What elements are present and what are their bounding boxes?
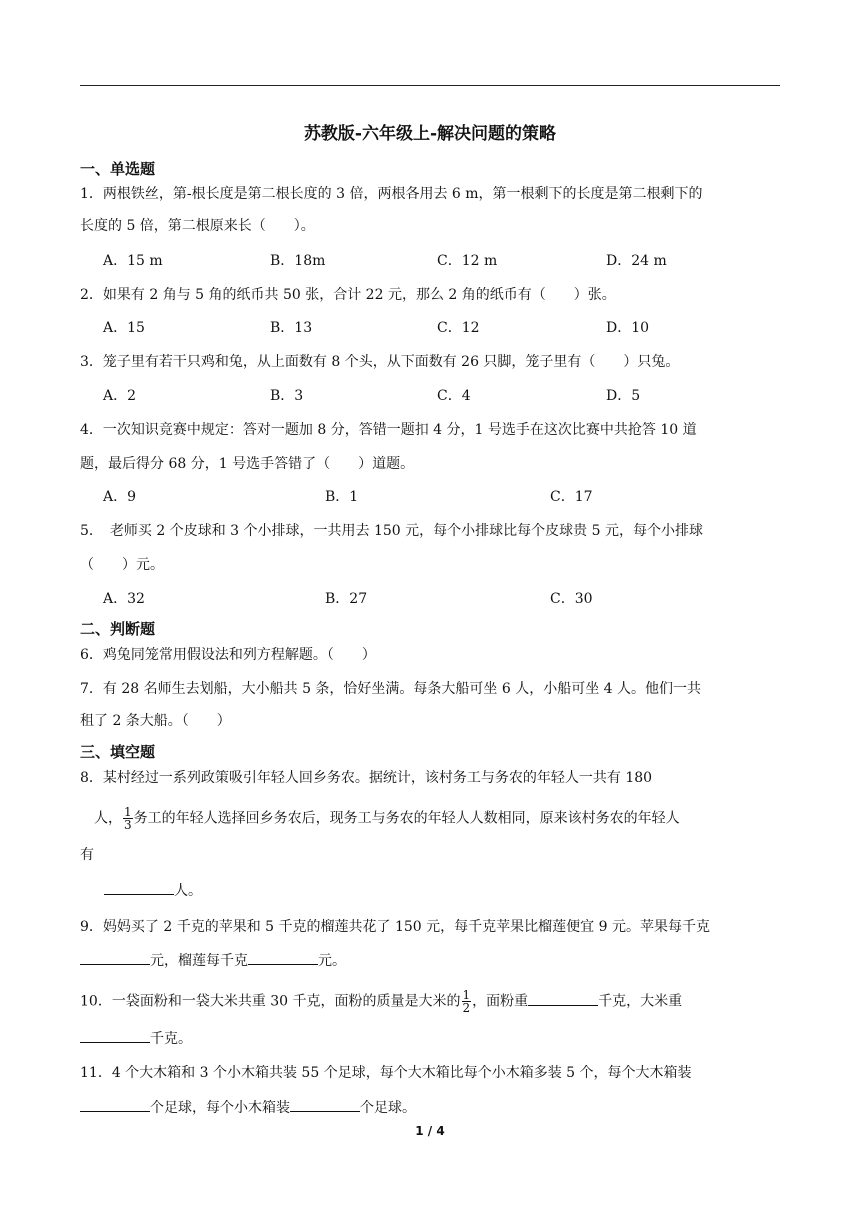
q4-option-b[interactable]: B．1: [325, 489, 359, 505]
q6-line1: 6．鸡兔同笼常用假设法和列方程解题。（ ）: [80, 647, 376, 663]
q2-option-c[interactable]: C．12: [437, 320, 480, 336]
q11-big-box-blank[interactable]: [80, 1097, 150, 1112]
q9-line2: 元，榴莲每千克 元。: [80, 950, 346, 971]
q2-line1: 2．如果有 2 角与 5 角的纸币共 50 张，合计 22 元，那么 2 角的纸币有（ ）张。: [80, 287, 616, 303]
q8-answer-blank[interactable]: [104, 880, 174, 895]
q5-line2: （ ）元。: [80, 557, 164, 573]
q11-line2: 个足球，每个小木箱装 个足球。: [80, 1097, 416, 1118]
q11-small-box-blank[interactable]: [290, 1097, 360, 1112]
q3-line1: 3．笼子里有若干只鸡和兔，从上面数有 8 个头，从下面数有 26 只脚，笼子里有（ ）只兔。: [80, 354, 680, 370]
q2-option-a[interactable]: A．15: [103, 320, 145, 336]
q9-durian-price-blank[interactable]: [248, 950, 318, 965]
q7-line2: 租了 2 条大船。（ ）: [80, 713, 231, 729]
q4-option-c[interactable]: C．17: [550, 489, 593, 505]
q8-line2-start: 人，: [80, 810, 122, 827]
q10-line1: 10．一袋面粉和一袋大米共重 30 千克，面粉的质量是大米的 $\frac{1}{2}$ ，面粉重 千克，大米重: [80, 988, 683, 1015]
q3-option-b[interactable]: B．3: [270, 388, 304, 404]
q8-line1: 8．某村经过一系列政策吸引年轻人回乡务农。据统计，该村务工与务农的年轻人一共有 180: [80, 770, 653, 786]
q3-option-c[interactable]: C．4: [437, 388, 471, 404]
q8-line2-end: 务工的年轻人选择回乡务农后，现务工与务农的年轻人人数相同，原来该村务农的年轻人: [133, 810, 680, 827]
q7-line1: 7．有 28 名师生去划船，大小船共 5 条，恰好坐满。每条大船可坐 6 人，小船可坐 4 人。他们一共: [80, 681, 702, 697]
q2-option-d[interactable]: D．10: [606, 320, 650, 336]
q4-line2: 题，最后得分 68 分，1 号选手答错了（ ）道题。: [80, 456, 415, 472]
q5-option-a[interactable]: A．32: [103, 591, 145, 607]
q9-line1: 9．妈妈买了 2 千克的苹果和 5 千克的榴莲共花了 150 元，每千克苹果比榴莲便宜 9 元。苹果每千克: [80, 919, 710, 935]
page-number: 1 / 4: [415, 1124, 445, 1138]
q4-line1: 4．一次知识竞赛中规定：答对一题加 8 分，答错一题扣 4 分，1 号选手在这次比赛中共抢答 10 道: [80, 422, 697, 438]
q10-fraction: $\frac{1}{2}$: [462, 988, 471, 1015]
q5-option-b[interactable]: B．27: [325, 591, 368, 607]
q2-option-b[interactable]: B．13: [270, 320, 313, 336]
q4-option-a[interactable]: A．9: [103, 489, 137, 505]
q1-line2: 长度的 5 倍，第二根原来长（ ）。: [80, 218, 315, 234]
section-heading-true-false: 二、判断题: [80, 620, 156, 638]
q10-flour-blank[interactable]: [528, 991, 598, 1006]
section-heading-fill-in: 三、填空题: [80, 743, 156, 761]
q1-line1: 1．两根铁丝，第-根长度是第二根长度的 3 倍，两根各用去 6 m，第一根剩下的长度是第二根剩下的: [80, 186, 703, 202]
q8-line4: 人。: [104, 880, 202, 901]
q8-line3: 有: [80, 847, 94, 863]
section-heading-single-choice: 一、单选题: [80, 160, 156, 178]
q10-rice-blank[interactable]: [80, 1028, 150, 1043]
page-title: 苏教版-六年级上-解决问题的策略: [303, 124, 557, 144]
q8-line2: [80, 806, 680, 831]
q9-apple-price-blank[interactable]: [80, 950, 150, 965]
q1-option-c[interactable]: C．12 m: [437, 253, 498, 269]
q8-fraction: $\frac{1}{3}$: [124, 805, 132, 832]
header-rule: [80, 85, 780, 86]
q3-option-d[interactable]: D．5: [606, 388, 641, 404]
q11-line1: 11．4 个大木箱和 3 个小木箱共装 55 个足球，每个大木箱比每个小木箱多装 5 个，每个大木箱装: [80, 1065, 692, 1081]
q10-line2: 千克。: [80, 1028, 192, 1049]
q3-option-a[interactable]: A．2: [103, 388, 137, 404]
q5-line1: 5． 老师买 2 个皮球和 3 个小排球，一共用去 150 元，每个小排球比每个皮球贵 5 元，每个小排球: [80, 523, 703, 539]
q5-option-c[interactable]: C．30: [550, 591, 593, 607]
q1-option-b[interactable]: B．18m: [270, 253, 326, 269]
q1-option-d[interactable]: D．24 m: [606, 253, 667, 269]
q1-option-a[interactable]: A．15 m: [103, 253, 163, 269]
